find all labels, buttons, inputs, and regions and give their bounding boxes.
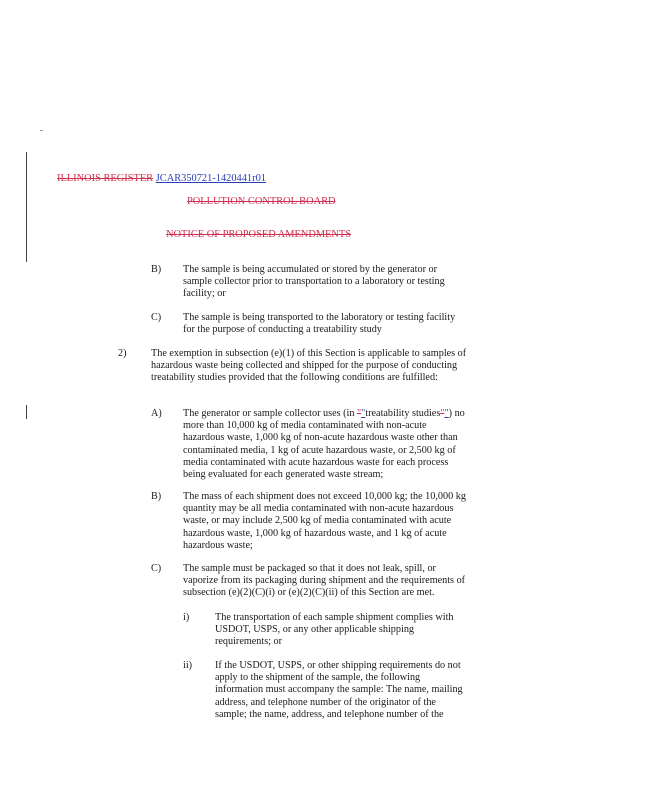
item-label: ii) <box>183 660 193 671</box>
item-text: The generator or sample collector uses (in ""treatability studies"") no more than 10,000 kg of media contaminated with non-acute hazardous waste, 1,000 kg of non-acute hazardous waste other than contaminated media, 1 kg of acute hazardous waste, or 2,500 kg of media contaminated with acute hazardous waste for each process being evaluated for each generated waste stream; <box>183 408 465 481</box>
deleted-board-name: POLLUTION CONTROL BOARD <box>187 196 336 207</box>
inserted-jcar-id: JCAR350721-1420441r01 <box>155 173 266 184</box>
item-text: If the USDOT, USPS, or other shipping requirements do not apply to the shipment of the sample, the following information must accompany the sample: The name, mailing address, and telephone number of the originator of the sample; the name, address, and telephone number of the <box>215 660 463 720</box>
deleted-quote: " <box>356 408 362 419</box>
item-text: The sample is being accumulated or stored by the generator or sample collector prior to transportation to a laboratory or testing facility; or <box>183 264 445 300</box>
item-label: 2) <box>118 348 127 359</box>
item-text: The mass of each shipment does not exceed 10,000 kg; the 10,000 kg quantity may be all media contaminated with non-acute hazardous waste, or may include 2,500 kg of media contaminated with acute hazardous waste, 1,000 kg of hazardous waste, and 1 kg of acute hazardous waste; <box>183 491 466 551</box>
item-text: The sample must be packaged so that it does not leak, spill, or vaporize from its packaging during shipment and the requirements of subsection (e)(2)(C)(i) or (e)(2)(C)(ii) of this Section are met. <box>183 563 466 599</box>
register-header <box>57 173 266 184</box>
item-label: B) <box>151 264 162 275</box>
inserted-quote: " <box>444 408 449 419</box>
deleted-notice-title: NOTICE OF PROPOSED AMENDMENTS <box>166 229 352 240</box>
inserted-quote: " <box>361 408 366 419</box>
change-bar <box>26 152 27 262</box>
item-text: The sample is being transported to the laboratory or testing facility for the purpose of conducting a treatability study <box>183 312 456 336</box>
item-label: C) <box>151 563 162 574</box>
item-text: The transportation of each sample shipment complies with USDOT, USPS, or any other applicable shipping requirements; or <box>215 612 454 648</box>
item-text: The exemption in subsection (e)(1) of this Section is applicable to samples of hazardous waste being collected and shipped for the purpose of conducting treatability studies provided that the following conditions are fulfilled: <box>151 348 467 384</box>
item-label: i) <box>183 612 190 623</box>
deleted-register-title: ILLINOIS REGISTER <box>57 173 154 184</box>
deleted-quote: " <box>440 408 445 419</box>
item-label: C) <box>151 312 162 323</box>
scan-speck <box>40 130 43 131</box>
item-label: B) <box>151 491 162 502</box>
item-label: A) <box>151 408 162 419</box>
change-bar <box>26 405 27 419</box>
